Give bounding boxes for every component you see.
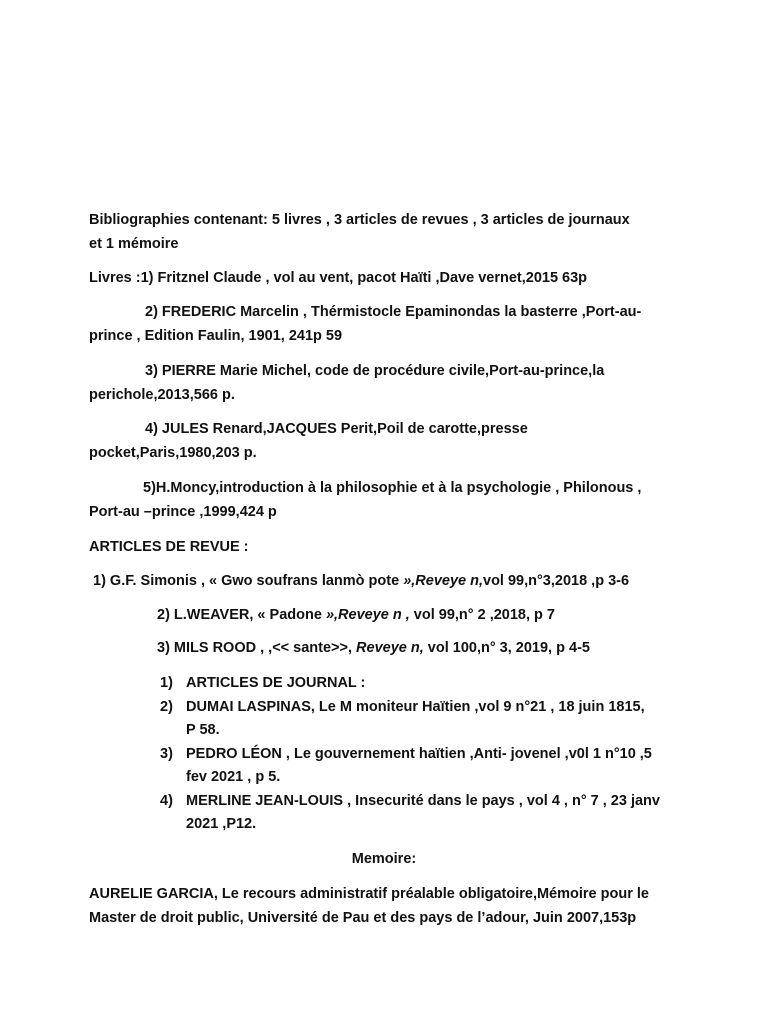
entry-line: pocket,Paris,1980,203 p. <box>89 445 257 461</box>
memoire-line: AURELIE GARCIA, Le recours administratif préalable obligatoire,Mémoire pour le <box>89 886 649 902</box>
livres-entry-1 <box>89 266 689 290</box>
journal-entry-text: 2021 ,P12. <box>186 816 257 832</box>
livres-entry-2-cont <box>89 324 689 348</box>
journal-entry-text: DUMAI LASPINAS, Le M moniteur Haïtien ,vol 9 n°21 , 18 juin 1815, <box>186 699 645 715</box>
revue-entry-3 <box>157 636 757 660</box>
livres-entry-text: 1) Fritznel Claude , vol au vent, pacot Haïti ,Dave vernet,2015 63p <box>140 270 588 286</box>
memoire-heading: Memoire: <box>351 851 417 867</box>
journal-entry-text: fev 2021 , p 5. <box>186 769 281 785</box>
revue-journal-title: »,Reveye n , <box>325 607 410 623</box>
entry-line: 3) PIERRE Marie Michel, code de procédure civile,Port-au-prince,la <box>145 363 605 379</box>
livres-heading: Livres : <box>89 270 141 286</box>
intro-line: et 1 mémoire <box>89 236 179 252</box>
livres-entry-5-cont <box>89 500 689 524</box>
intro-paragraph <box>89 208 689 256</box>
livres-entry-3-cont <box>89 383 689 407</box>
revue-entry-1 <box>93 569 693 593</box>
memoire-line: Master de droit public, Université de Pau et des pays de l’adour, Juin 2007,153p <box>89 910 637 926</box>
revue-entry-text: vol 99,n°3,2018 ,p 3-6 <box>483 573 630 589</box>
journal-entry-text: MERLINE JEAN-LOUIS , Insecurité dans le pays , vol 4 , n° 7 , 23 janv <box>186 793 660 809</box>
memoire-entry <box>89 882 689 930</box>
list-number: 2) <box>160 699 173 715</box>
entry-line: 5)H.Moncy,introduction à la philosophie et à la psychologie , Philonous , <box>143 480 642 496</box>
list-number: 4) <box>160 793 173 809</box>
revue-entry-text: 3) MILS ROOD , ,<< sante>>, <box>157 640 357 656</box>
revue-heading: ARTICLES DE REVUE : <box>89 539 249 555</box>
journal-heading: ARTICLES DE JOURNAL : <box>186 675 366 691</box>
revue-journal-title: »,Reveye n, <box>403 573 483 589</box>
revue-journal-title: Reveye n, <box>356 640 424 656</box>
intro-line: Bibliographies contenant: 5 livres , 3 articles de revues , 3 articles de journaux <box>89 212 630 228</box>
revue-entry-text: vol 99,n° 2 ,2018, p 7 <box>409 607 555 623</box>
livres-entry-2 <box>145 300 745 324</box>
livres-entry-3 <box>145 359 745 383</box>
list-number: 3) <box>160 746 173 762</box>
journal-entry-text: PEDRO LÉON , Le gouvernement haïtien ,Anti- jovenel ,v0l 1 n°10 ,5 <box>186 746 652 762</box>
revue-entry-text: 1) G.F. Simonis , « Gwo soufrans lanmò pote <box>93 573 404 589</box>
livres-entry-4 <box>145 417 745 441</box>
entry-line: 4) JULES Renard,JACQUES Perit,Poil de carotte,presse <box>145 421 528 437</box>
entry-line: prince , Edition Faulin, 1901, 241p 59 <box>89 328 343 344</box>
entry-line: 2) FREDERIC Marcelin , Thérmistocle Epaminondas la basterre ,Port-au- <box>145 304 642 320</box>
list-number: 1) <box>160 675 173 691</box>
revue-entry-text: vol 100,n° 3, 2019, p 4-5 <box>423 640 590 656</box>
entry-line: Port-au –prince ,1999,424 p <box>89 504 277 520</box>
revue-entry-text: 2) L.WEAVER, « Padone <box>157 607 326 623</box>
livres-entry-4-cont <box>89 441 689 465</box>
livres-entry-5 <box>143 476 743 500</box>
journal-entry-text: P 58. <box>186 722 220 738</box>
revue-entry-2 <box>157 603 757 627</box>
entry-line: perichole,2013,566 p. <box>89 387 235 403</box>
